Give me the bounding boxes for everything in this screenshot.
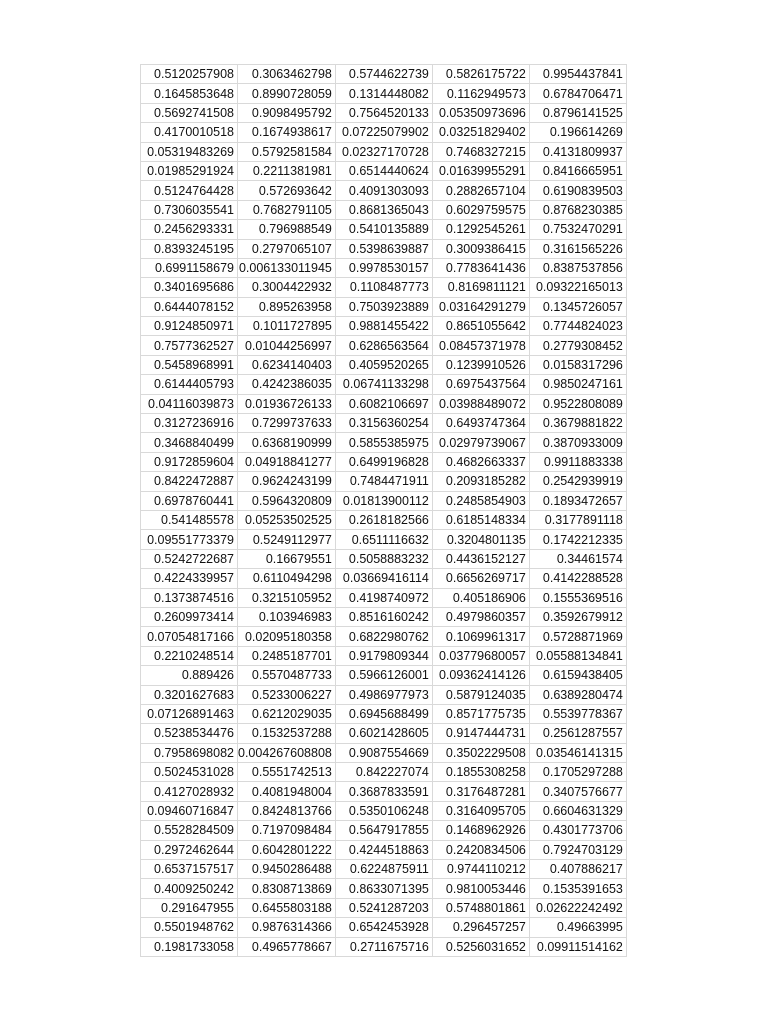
table-cell[interactable]: 0.6110494298 (238, 569, 336, 588)
table-cell[interactable]: 0.6185148334 (432, 510, 529, 529)
table-row (141, 510, 627, 529)
table-row (141, 297, 627, 316)
table-cell[interactable]: 0.8651055642 (432, 317, 529, 336)
table-cell[interactable]: 0.8516160242 (335, 607, 432, 626)
table-cell[interactable]: 0.2972462644 (141, 840, 238, 859)
table-cell[interactable]: 0.6514440624 (335, 161, 432, 180)
table-cell[interactable]: 0.4965778667 (238, 937, 336, 956)
table-cell[interactable]: 0.3004422932 (238, 278, 336, 297)
table-cell[interactable]: 0.3592679912 (529, 607, 626, 626)
table-row (141, 103, 627, 122)
table-cell[interactable]: 0.5501948762 (141, 918, 238, 937)
table-cell[interactable]: 0.5647917855 (335, 821, 432, 840)
table-cell[interactable]: 0.4131809937 (529, 142, 626, 161)
table-cell[interactable]: 0.3009386415 (432, 239, 529, 258)
table-cell[interactable]: 0.5398639887 (335, 239, 432, 258)
table-cell[interactable]: 0.4301773706 (529, 821, 626, 840)
table-cell[interactable]: 0.4242386035 (238, 375, 336, 394)
table-cell[interactable]: 0.6945688499 (335, 704, 432, 723)
table-cell[interactable]: 0.1674938617 (238, 123, 336, 142)
table-cell[interactable]: 0.5249112977 (238, 530, 336, 549)
table-cell[interactable]: 0.4682663337 (432, 452, 529, 471)
table-cell[interactable]: 0.296457257 (432, 918, 529, 937)
table-cell[interactable]: 0.8990728059 (238, 84, 336, 103)
table-cell[interactable]: 0.6190839503 (529, 181, 626, 200)
table-row (141, 452, 627, 471)
table-cell[interactable]: 0.196614269 (529, 123, 626, 142)
table-row (141, 258, 627, 277)
table-cell[interactable]: 0.3164095705 (432, 801, 529, 820)
table-cell[interactable]: 0.8308713869 (238, 879, 336, 898)
table-cell[interactable]: 0.9172859604 (141, 452, 238, 471)
table-cell[interactable]: 0.5350106248 (335, 801, 432, 820)
table-row (141, 588, 627, 607)
table-cell[interactable]: 0.2711675716 (335, 937, 432, 956)
table-cell[interactable]: 0.6082106697 (335, 394, 432, 413)
table-row (141, 472, 627, 491)
table-cell[interactable]: 0.5120257908 (141, 65, 238, 84)
table-cell[interactable]: 0.2420834506 (432, 840, 529, 859)
table-cell[interactable]: 0.05319483269 (141, 142, 238, 161)
table-cell[interactable]: 0.08457371978 (432, 336, 529, 355)
table-cell[interactable]: 0.7532470291 (529, 220, 626, 239)
table-cell[interactable]: 0.8681365043 (335, 200, 432, 219)
table-cell[interactable]: 0.103946983 (238, 607, 336, 626)
table-row (141, 627, 627, 646)
table-cell[interactable]: 0.8768230385 (529, 200, 626, 219)
table-cell[interactable]: 0.5826175722 (432, 65, 529, 84)
table-cell[interactable]: 0.2211381981 (238, 161, 336, 180)
table-row (141, 84, 627, 103)
table-cell[interactable]: 0.4224339957 (141, 569, 238, 588)
table-row (141, 724, 627, 743)
table-row (141, 685, 627, 704)
table-cell[interactable]: 0.6499196828 (335, 452, 432, 471)
table-cell[interactable]: 0.3687833591 (335, 782, 432, 801)
table-cell[interactable]: 0.2210248514 (141, 646, 238, 665)
table-cell[interactable]: 0.2485187701 (238, 646, 336, 665)
table-cell[interactable]: 0.7682791105 (238, 200, 336, 219)
table-cell[interactable]: 0.6286563564 (335, 336, 432, 355)
table-cell[interactable]: 0.4436152127 (432, 549, 529, 568)
table-cell[interactable]: 0.7744824023 (529, 317, 626, 336)
table-cell[interactable]: 0.3176487281 (432, 782, 529, 801)
table-cell[interactable]: 0.3407576677 (529, 782, 626, 801)
table-cell[interactable]: 0.1705297288 (529, 763, 626, 782)
table-cell[interactable]: 0.8422472887 (141, 472, 238, 491)
table-cell[interactable]: 0.7484471911 (335, 472, 432, 491)
table-cell[interactable]: 0.09362414126 (432, 666, 529, 685)
table-cell[interactable]: 0.1373874516 (141, 588, 238, 607)
table-row (141, 743, 627, 762)
table-cell[interactable]: 0.6604631329 (529, 801, 626, 820)
table-row (141, 181, 627, 200)
table-cell[interactable]: 0.291647955 (141, 898, 238, 917)
table-cell[interactable]: 0.5539778367 (529, 704, 626, 723)
table-cell[interactable]: 0.3201627683 (141, 685, 238, 704)
table-cell[interactable]: 0.6144405793 (141, 375, 238, 394)
table-cell[interactable]: 0.3127236916 (141, 414, 238, 433)
table-cell[interactable]: 0.9876314366 (238, 918, 336, 937)
table-cell[interactable]: 0.5748801861 (432, 898, 529, 917)
table-cell[interactable]: 0.6042801222 (238, 840, 336, 859)
table-cell[interactable]: 0.01044256997 (238, 336, 336, 355)
table-cell[interactable]: 0.4091303093 (335, 181, 432, 200)
table-cell[interactable]: 0.34461574 (529, 549, 626, 568)
table-cell[interactable]: 0.6455803188 (238, 898, 336, 917)
table-cell[interactable]: 0.01936726133 (238, 394, 336, 413)
table-cell[interactable]: 0.5410135889 (335, 220, 432, 239)
table-row (141, 801, 627, 820)
table-row (141, 763, 627, 782)
table-row (141, 821, 627, 840)
table-cell[interactable]: 0.2882657104 (432, 181, 529, 200)
table-cell[interactable]: 0.16679551 (238, 549, 336, 568)
table-row (141, 200, 627, 219)
table-cell[interactable]: 0.6784706471 (529, 84, 626, 103)
table-cell[interactable]: 0.1645853648 (141, 84, 238, 103)
table-cell[interactable]: 0.9810053446 (432, 879, 529, 898)
table-cell[interactable]: 0.03546141315 (529, 743, 626, 762)
table-cell[interactable]: 0.01813900112 (335, 491, 432, 510)
table-cell[interactable]: 0.9850247161 (529, 375, 626, 394)
table-cell[interactable]: 0.5728871969 (529, 627, 626, 646)
table-row (141, 782, 627, 801)
table-cell[interactable]: 0.6159438405 (529, 666, 626, 685)
table-cell[interactable]: 0.6389280474 (529, 685, 626, 704)
table-row (141, 65, 627, 84)
table-cell[interactable]: 0.9522808089 (529, 394, 626, 413)
table-cell[interactable]: 0.8633071395 (335, 879, 432, 898)
table-cell[interactable]: 0.6444078152 (141, 297, 238, 316)
table-cell[interactable]: 0.3204801135 (432, 530, 529, 549)
table-row (141, 161, 627, 180)
table-row (141, 414, 627, 433)
table-cell[interactable]: 0.6021428605 (335, 724, 432, 743)
table-cell[interactable]: 0.02979739067 (432, 433, 529, 452)
table-cell[interactable]: 0.2609973414 (141, 607, 238, 626)
table-cell[interactable]: 0.6368190999 (238, 433, 336, 452)
table-cell[interactable]: 0.49663995 (529, 918, 626, 937)
table-cell[interactable]: 0.9978530157 (335, 258, 432, 277)
table-cell[interactable]: 0.6234140403 (238, 355, 336, 374)
table-cell[interactable]: 0.842227074 (335, 763, 432, 782)
table-cell[interactable]: 0.09322165013 (529, 278, 626, 297)
table-row (141, 336, 627, 355)
table-row (141, 704, 627, 723)
table-row (141, 142, 627, 161)
table-row (141, 937, 627, 956)
table-cell[interactable]: 0.6029759575 (432, 200, 529, 219)
table-cell[interactable]: 0.5966126001 (335, 666, 432, 685)
table-cell[interactable]: 0.02622242492 (529, 898, 626, 917)
table-row (141, 898, 627, 917)
table-cell[interactable]: 0.6537157517 (141, 860, 238, 879)
table-cell[interactable]: 0.3679881822 (529, 414, 626, 433)
table-cell[interactable]: 0.9881455422 (335, 317, 432, 336)
table-cell[interactable]: 0.09551773379 (141, 530, 238, 549)
table-cell[interactable]: 0.6822980762 (335, 627, 432, 646)
table-cell[interactable]: 0.05350973696 (432, 103, 529, 122)
table-cell[interactable]: 0.006133011945 (238, 258, 336, 277)
table-row (141, 918, 627, 937)
table-cell[interactable]: 0.03669416114 (335, 569, 432, 588)
table-cell[interactable]: 0.5256031652 (432, 937, 529, 956)
table-row (141, 239, 627, 258)
table-cell[interactable]: 0.1069961317 (432, 627, 529, 646)
table-cell[interactable]: 0.4986977973 (335, 685, 432, 704)
table-cell[interactable]: 0.5238534476 (141, 724, 238, 743)
table-cell[interactable]: 0.9087554669 (335, 743, 432, 762)
table-cell[interactable]: 0.1239910526 (432, 355, 529, 374)
table-cell[interactable]: 0.9744110212 (432, 860, 529, 879)
table-cell[interactable]: 0.4170010518 (141, 123, 238, 142)
table-row (141, 394, 627, 413)
table-cell[interactable]: 0.004267608808 (238, 743, 336, 762)
table-cell[interactable]: 0.03779680057 (432, 646, 529, 665)
table-row (141, 569, 627, 588)
table-cell[interactable]: 0.5570487733 (238, 666, 336, 685)
table-cell[interactable]: 0.7577362527 (141, 336, 238, 355)
table-cell[interactable]: 0.3156360254 (335, 414, 432, 433)
table-cell[interactable]: 0.5792581584 (238, 142, 336, 161)
table-cell[interactable]: 0.5124764428 (141, 181, 238, 200)
data-table (140, 64, 627, 957)
table-row (141, 549, 627, 568)
table-cell[interactable]: 0.405186906 (432, 588, 529, 607)
table-cell[interactable]: 0.6542453928 (335, 918, 432, 937)
table-cell[interactable]: 0.1314448082 (335, 84, 432, 103)
table-cell[interactable]: 0.8571775735 (432, 704, 529, 723)
table-cell[interactable]: 0.5233006227 (238, 685, 336, 704)
table-cell[interactable]: 0.03988489072 (432, 394, 529, 413)
table-cell[interactable]: 0.6975437564 (432, 375, 529, 394)
table-cell[interactable]: 0.6224875911 (335, 860, 432, 879)
table-cell[interactable]: 0.6511116632 (335, 530, 432, 549)
table-row (141, 317, 627, 336)
table-row (141, 491, 627, 510)
table-cell[interactable]: 0.07126891463 (141, 704, 238, 723)
table-cell[interactable]: 0.6212029035 (238, 704, 336, 723)
table-cell[interactable]: 0.9911883338 (529, 452, 626, 471)
table-cell[interactable]: 0.5058883232 (335, 549, 432, 568)
table-cell[interactable]: 0.9954437841 (529, 65, 626, 84)
table-cell[interactable]: 0.5744622739 (335, 65, 432, 84)
table-cell[interactable]: 0.1981733058 (141, 937, 238, 956)
table-row (141, 840, 627, 859)
table-cell[interactable]: 0.9624243199 (238, 472, 336, 491)
table-row (141, 123, 627, 142)
table-cell[interactable]: 0.7564520133 (335, 103, 432, 122)
table-cell[interactable]: 0.5879124035 (432, 685, 529, 704)
table-cell[interactable]: 0.1292545261 (432, 220, 529, 239)
table-cell[interactable]: 0.07054817166 (141, 627, 238, 646)
table-cell[interactable]: 0.4009250242 (141, 879, 238, 898)
table-cell[interactable]: 0.01985291924 (141, 161, 238, 180)
table-cell[interactable]: 0.1535391653 (529, 879, 626, 898)
table-cell[interactable]: 0.4198740972 (335, 588, 432, 607)
table-row (141, 860, 627, 879)
table-cell[interactable]: 0.5964320809 (238, 491, 336, 510)
table-cell[interactable]: 0.5855385975 (335, 433, 432, 452)
table-cell[interactable]: 0.895263958 (238, 297, 336, 316)
table-cell[interactable]: 0.7503923889 (335, 297, 432, 316)
table-cell[interactable]: 0.2618182566 (335, 510, 432, 529)
table-row (141, 646, 627, 665)
table-cell[interactable]: 0.5692741508 (141, 103, 238, 122)
table-cell[interactable]: 0.3401695686 (141, 278, 238, 297)
table-cell[interactable]: 0.06741133298 (335, 375, 432, 394)
table-row (141, 355, 627, 374)
table-cell[interactable]: 0.3468840499 (141, 433, 238, 452)
table-cell[interactable]: 0.9179809344 (335, 646, 432, 665)
table-row (141, 607, 627, 626)
table-cell[interactable]: 0.09911514162 (529, 937, 626, 956)
table-cell[interactable]: 0.03164291279 (432, 297, 529, 316)
table-cell[interactable]: 0.2779308452 (529, 336, 626, 355)
table-cell[interactable]: 0.3870933009 (529, 433, 626, 452)
table-cell[interactable]: 0.4127028932 (141, 782, 238, 801)
table-cell[interactable]: 0.7958698082 (141, 743, 238, 762)
table-cell[interactable]: 0.7783641436 (432, 258, 529, 277)
table-cell[interactable]: 0.6656269717 (432, 569, 529, 588)
table-cell[interactable]: 0.05588134841 (529, 646, 626, 665)
table-cell[interactable]: 0.5024531028 (141, 763, 238, 782)
table-cell[interactable]: 0.9450286488 (238, 860, 336, 879)
table-cell[interactable]: 0.1468962926 (432, 821, 529, 840)
table-cell[interactable]: 0.4142288528 (529, 569, 626, 588)
table-cell[interactable]: 0.0158317296 (529, 355, 626, 374)
table-cell[interactable]: 0.1345726057 (529, 297, 626, 316)
table-cell[interactable]: 0.1162949573 (432, 84, 529, 103)
table-cell[interactable]: 0.8416665951 (529, 161, 626, 180)
table-cell[interactable]: 0.572693642 (238, 181, 336, 200)
table-cell[interactable]: 0.2561287557 (529, 724, 626, 743)
table-cell[interactable]: 0.03251829402 (432, 123, 529, 142)
table-row (141, 433, 627, 452)
table-cell[interactable]: 0.9098495792 (238, 103, 336, 122)
table-cell[interactable]: 0.1855308258 (432, 763, 529, 782)
table-cell[interactable]: 0.6493747364 (432, 414, 529, 433)
table-cell[interactable]: 0.04918841277 (238, 452, 336, 471)
table-cell[interactable]: 0.3215105952 (238, 588, 336, 607)
table-cell[interactable]: 0.01639955291 (432, 161, 529, 180)
table-cell[interactable]: 0.7299737633 (238, 414, 336, 433)
table-cell[interactable]: 0.5528284509 (141, 821, 238, 840)
table-cell[interactable]: 0.9124850971 (141, 317, 238, 336)
table-cell[interactable]: 0.1108487773 (335, 278, 432, 297)
table-cell[interactable]: 0.8169811121 (432, 278, 529, 297)
table-row (141, 530, 627, 549)
table-cell[interactable]: 0.889426 (141, 666, 238, 685)
table-cell[interactable]: 0.3502229508 (432, 743, 529, 762)
table-cell[interactable]: 0.9147444731 (432, 724, 529, 743)
table-cell[interactable]: 0.2542939919 (529, 472, 626, 491)
table-cell[interactable]: 0.4244518863 (335, 840, 432, 859)
table-cell[interactable]: 0.541485578 (141, 510, 238, 529)
table-cell[interactable]: 0.407886217 (529, 860, 626, 879)
table-cell[interactable]: 0.3177891118 (529, 510, 626, 529)
table-cell[interactable]: 0.2485854903 (432, 491, 529, 510)
table-cell[interactable]: 0.7197098484 (238, 821, 336, 840)
table-cell[interactable]: 0.8424813766 (238, 801, 336, 820)
table-cell[interactable]: 0.02327170728 (335, 142, 432, 161)
table-cell[interactable]: 0.7468327215 (432, 142, 529, 161)
table-cell[interactable]: 0.7924703129 (529, 840, 626, 859)
table-row (141, 278, 627, 297)
table-cell[interactable]: 0.04116039873 (141, 394, 238, 413)
table-cell[interactable]: 0.8393245195 (141, 239, 238, 258)
table-cell[interactable]: 0.1742212335 (529, 530, 626, 549)
table-cell[interactable]: 0.7306035541 (141, 200, 238, 219)
table-cell[interactable]: 0.02095180358 (238, 627, 336, 646)
table-body (141, 65, 627, 957)
table-cell[interactable]: 0.1011727895 (238, 317, 336, 336)
table-cell[interactable]: 0.05253502525 (238, 510, 336, 529)
table-cell[interactable]: 0.2797065107 (238, 239, 336, 258)
table-cell[interactable]: 0.1532537288 (238, 724, 336, 743)
table-cell[interactable]: 0.4979860357 (432, 607, 529, 626)
table-cell[interactable]: 0.6991158679 (141, 258, 238, 277)
table-cell[interactable]: 0.09460716847 (141, 801, 238, 820)
table-cell[interactable]: 0.4081948004 (238, 782, 336, 801)
table-cell[interactable]: 0.07225079902 (335, 123, 432, 142)
table-cell[interactable]: 0.3063462798 (238, 65, 336, 84)
table-row (141, 879, 627, 898)
table-cell[interactable]: 0.5458968991 (141, 355, 238, 374)
table-row (141, 220, 627, 239)
table-cell[interactable]: 0.8387537856 (529, 258, 626, 277)
table-row (141, 375, 627, 394)
table-cell[interactable]: 0.2093185282 (432, 472, 529, 491)
table-cell[interactable]: 0.1893472657 (529, 491, 626, 510)
table-cell[interactable]: 0.3161565226 (529, 239, 626, 258)
table-cell[interactable]: 0.5242722687 (141, 549, 238, 568)
table-row (141, 666, 627, 685)
table-cell[interactable]: 0.2456293331 (141, 220, 238, 239)
table-cell[interactable]: 0.5241287203 (335, 898, 432, 917)
table-cell[interactable]: 0.796988549 (238, 220, 336, 239)
table-cell[interactable]: 0.5551742513 (238, 763, 336, 782)
table-cell[interactable]: 0.1555369516 (529, 588, 626, 607)
table-cell[interactable]: 0.4059520265 (335, 355, 432, 374)
table-cell[interactable]: 0.8796141525 (529, 103, 626, 122)
table-cell[interactable]: 0.6978760441 (141, 491, 238, 510)
